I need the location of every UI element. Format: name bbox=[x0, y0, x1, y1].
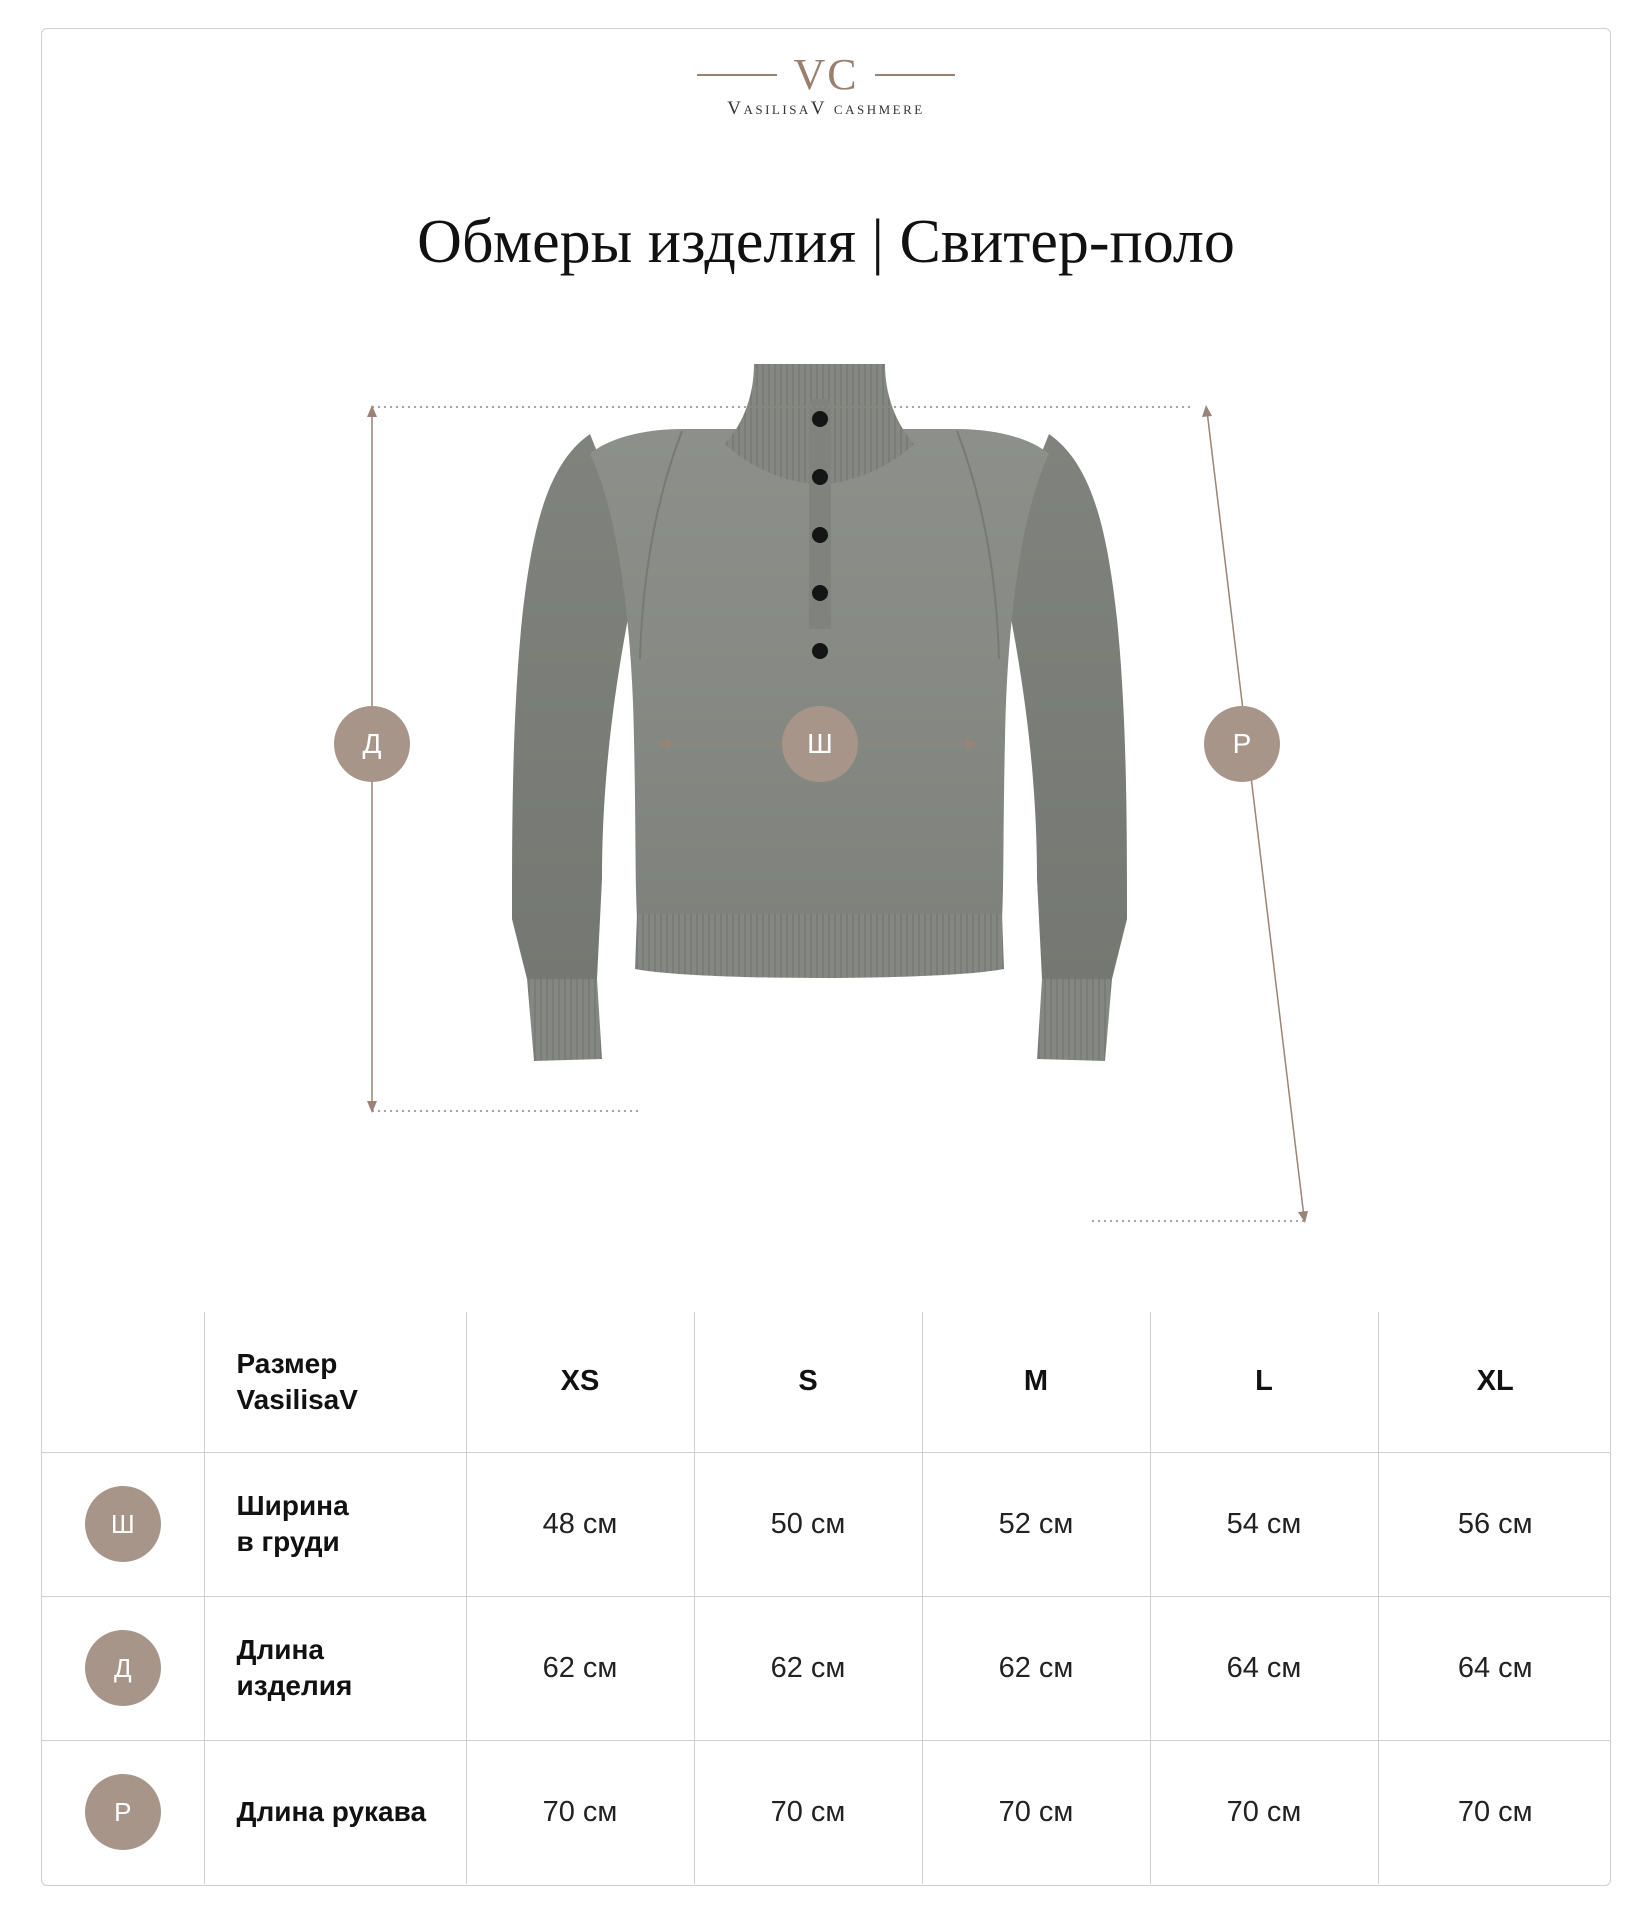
button bbox=[812, 527, 828, 543]
marker-cell bbox=[42, 1740, 204, 1884]
value-cell: 64 см bbox=[1378, 1596, 1611, 1740]
size-table bbox=[42, 1312, 1611, 1884]
marker-cell bbox=[42, 1452, 204, 1596]
marker-cell bbox=[42, 1596, 204, 1740]
sleeve-dimension-line bbox=[1207, 411, 1304, 1217]
value-cell: 50 см bbox=[694, 1452, 922, 1596]
logo-rule-left bbox=[697, 74, 777, 76]
value-cell: 70 см bbox=[922, 1740, 1150, 1884]
value-cell: 54 см bbox=[1150, 1452, 1378, 1596]
table-header-row bbox=[42, 1312, 1611, 1452]
size-label-line1: Размер bbox=[236, 1347, 338, 1379]
table-row-length bbox=[42, 1596, 1611, 1740]
size-m-header: M bbox=[922, 1312, 1150, 1452]
size-xs-header: XS bbox=[466, 1312, 694, 1452]
value-cell: 48 см bbox=[466, 1452, 694, 1596]
value-cell: 70 см bbox=[694, 1740, 922, 1884]
value-cell: 52 см bbox=[922, 1452, 1150, 1596]
button bbox=[812, 643, 828, 659]
row-label-line2: в груди bbox=[236, 1526, 340, 1557]
value-cell: 62 см bbox=[922, 1596, 1150, 1740]
button bbox=[812, 411, 828, 427]
sweater-hem bbox=[635, 914, 1004, 978]
row-label-line2: изделия bbox=[236, 1670, 353, 1701]
size-label-line2: VasilisaV bbox=[236, 1383, 358, 1415]
sleeve-marker-badge: Р bbox=[85, 1774, 161, 1850]
value-cell: 70 см bbox=[1150, 1740, 1378, 1884]
row-label-line1: Длина рукава bbox=[236, 1796, 427, 1828]
value-cell: 70 см bbox=[466, 1740, 694, 1884]
row-label bbox=[204, 1452, 466, 1596]
row-label bbox=[204, 1596, 466, 1740]
row-label-line1: Длина bbox=[236, 1634, 324, 1665]
width-marker-badge: Ш bbox=[782, 706, 858, 782]
size-l-header: L bbox=[1150, 1312, 1378, 1452]
table-row-sleeve-length bbox=[42, 1740, 1611, 1884]
logo-rule-right bbox=[875, 74, 955, 76]
size-xl-header: XL bbox=[1378, 1312, 1611, 1452]
size-chart-card bbox=[41, 28, 1611, 1886]
value-cell: 70 см bbox=[1378, 1740, 1611, 1884]
table-row-chest-width bbox=[42, 1452, 1611, 1596]
sweater-illustration bbox=[42, 359, 1611, 1289]
value-cell: 62 см bbox=[466, 1596, 694, 1740]
length-marker-badge: Д bbox=[334, 706, 410, 782]
button bbox=[812, 469, 828, 485]
value-cell: 64 см bbox=[1150, 1596, 1378, 1740]
row-label bbox=[204, 1740, 466, 1884]
value-cell: 56 см bbox=[1378, 1452, 1611, 1596]
row-label-line1: Ширина bbox=[236, 1490, 349, 1521]
measurement-diagram bbox=[42, 359, 1611, 1289]
empty-cell bbox=[42, 1312, 204, 1452]
logo-brand-name: VasilisaV cashmere bbox=[727, 98, 925, 119]
sleeve-marker-badge: Р bbox=[1204, 706, 1280, 782]
value-cell: 62 см bbox=[694, 1596, 922, 1740]
length-marker-badge: Д bbox=[85, 1630, 161, 1706]
width-marker-badge: Ш bbox=[85, 1486, 161, 1562]
right-cuff bbox=[1037, 979, 1112, 1061]
left-cuff bbox=[527, 979, 602, 1061]
size-label-cell bbox=[204, 1312, 466, 1452]
button bbox=[812, 585, 828, 601]
page-title: Обмеры изделия | Свитер-поло bbox=[417, 208, 1235, 276]
brand-logo bbox=[42, 49, 1610, 120]
logo-monogram: VC bbox=[793, 50, 859, 99]
size-s-header: S bbox=[694, 1312, 922, 1452]
